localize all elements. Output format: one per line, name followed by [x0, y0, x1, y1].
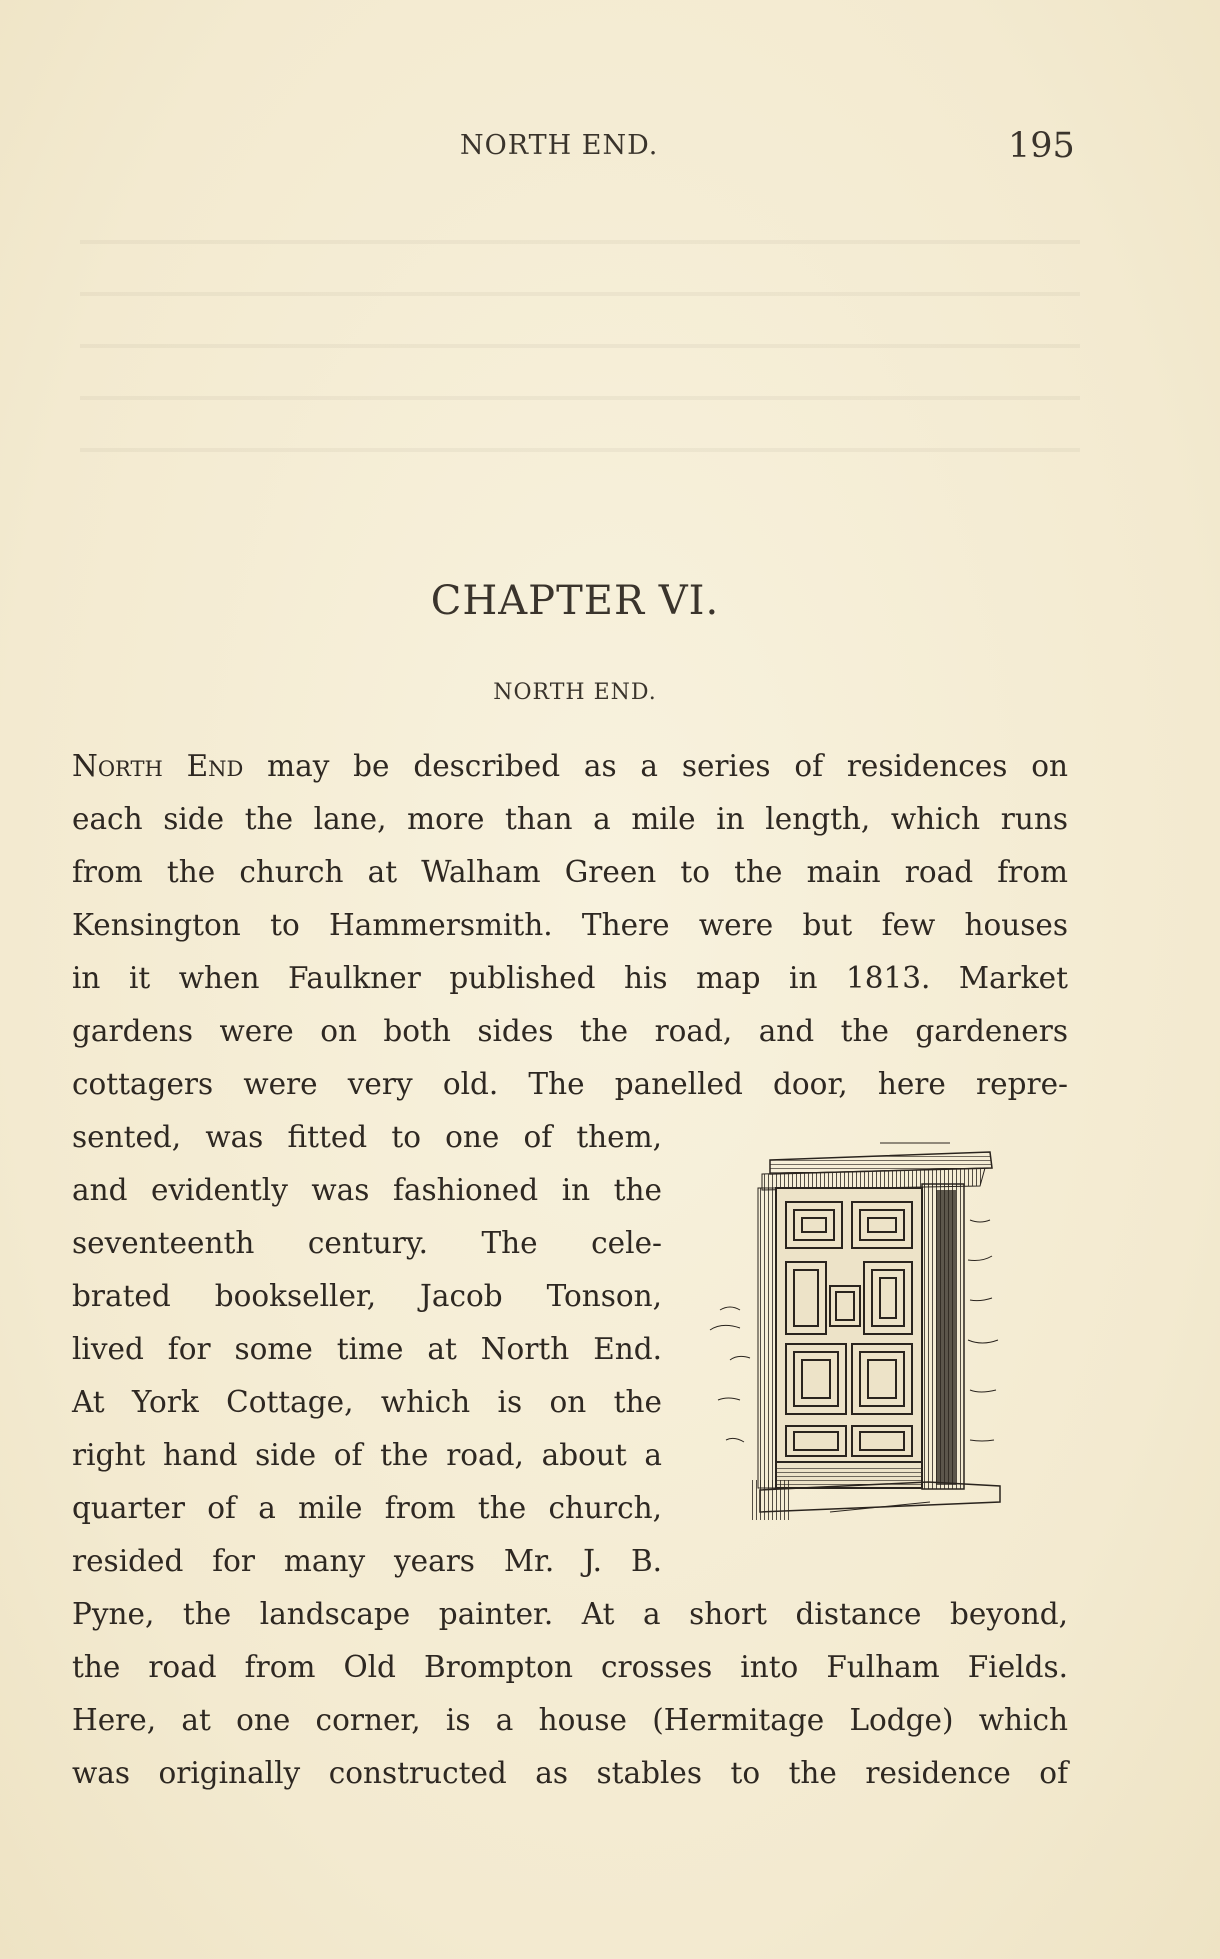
text-line-17: Pyne, the landscape painter. At a short distance beyond, [72, 1597, 1068, 1631]
text-line-11: brated bookseller, Jacob Tonson, [72, 1279, 662, 1313]
chapter-subtitle: NORTH END. [493, 680, 657, 705]
text-line-9: and evidently was fashioned in the [72, 1173, 662, 1207]
text-line-1: North End may be described as a series of residences on [72, 749, 1068, 783]
text-line-2: each side the lane, more than a mile in length, which runs [72, 802, 1068, 836]
text-line-18: the road from Old Brompton crosses into Fulham Fields. [72, 1650, 1068, 1684]
chapter-title: CHAPTER VI. [430, 578, 720, 624]
text-line-14: right hand side of the road, about a [72, 1438, 662, 1472]
page-number: 195 [1008, 126, 1075, 166]
text-line-19: Here, at one corner, is a house (Hermitage Lodge) which [72, 1703, 1068, 1737]
text-line-3: from the church at Walham Green to the main road from [72, 855, 1068, 889]
text-line-15: quarter of a mile from the church, [72, 1491, 662, 1525]
text-line-8: sented, was fitted to one of them, [72, 1120, 662, 1154]
panelled-door-engraving-icon [700, 1140, 1030, 1550]
show-through-text [80, 200, 1080, 460]
text-line-10: seventeenth century. The cele- [72, 1226, 662, 1260]
text-line-6: gardens were on both sides the road, and the gardeners [72, 1014, 1068, 1048]
lead-small-caps: North End [72, 749, 244, 783]
text-line-7: cottagers were very old. The panelled door, here repre- [72, 1067, 1068, 1101]
text-line-13: At York Cottage, which is on the [72, 1385, 662, 1419]
text-line-20: was originally constructed as stables to the residence of [72, 1756, 1068, 1790]
running-head: NORTH END. [460, 130, 659, 161]
text-line-12: lived for some time at North End. [72, 1332, 662, 1366]
text-line-16: resided for many years Mr. J. B. [72, 1544, 662, 1578]
text-line-5: in it when Faulkner published his map in 1813. Market [72, 961, 1068, 995]
text-line-4: Kensington to Hammersmith. There were but few houses [72, 908, 1068, 942]
